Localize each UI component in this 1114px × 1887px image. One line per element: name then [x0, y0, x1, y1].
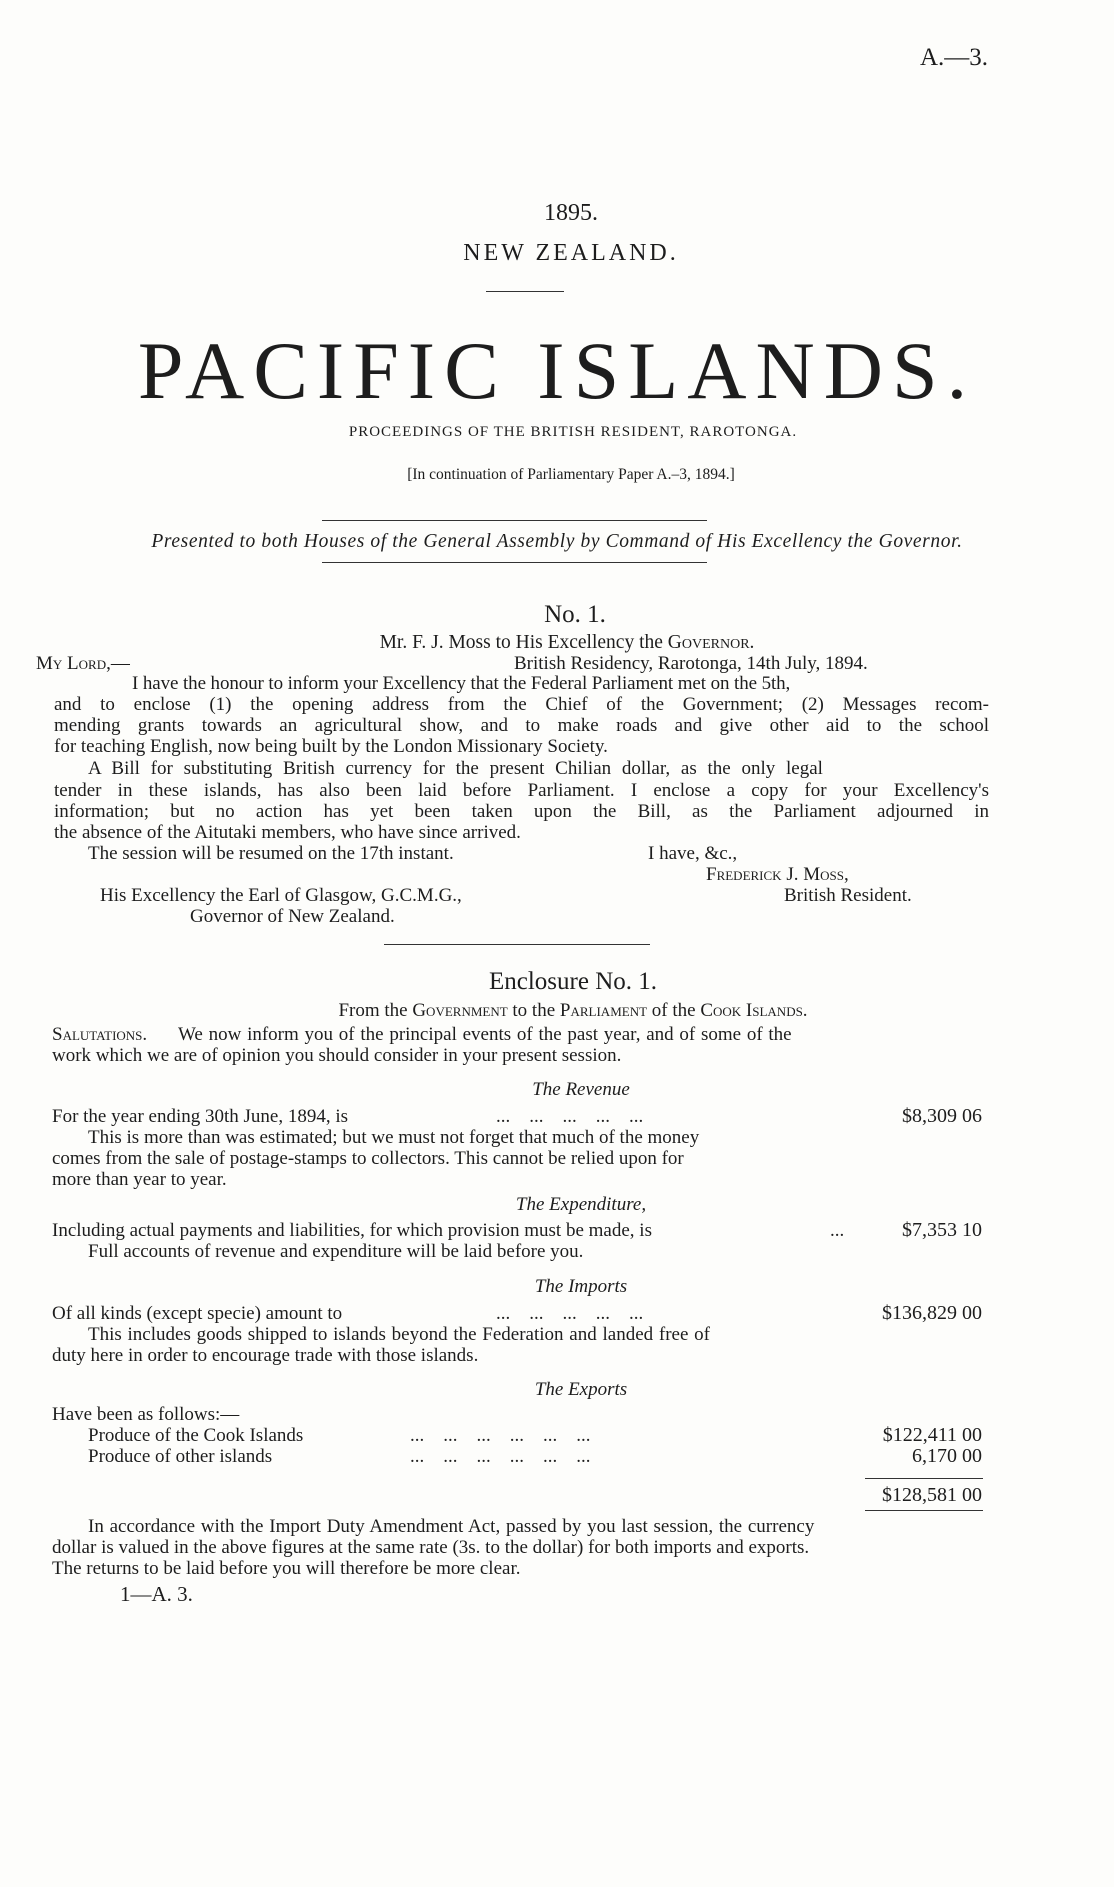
- document-year: 1895.: [544, 200, 598, 226]
- letter-paragraph-2-line-2: tender in these islands, has also been laid before Parliament. I enclose a copy for your Excellency's: [54, 780, 989, 801]
- revenue-note-3: more than year to year.: [52, 1169, 227, 1190]
- exports-heading: The Exports: [534, 1379, 628, 1400]
- letter-governor: Governor.: [667, 632, 755, 653]
- exports-intro: Have been as follows:—: [52, 1404, 240, 1425]
- enclosure-title: Enclosure No. 1.: [488, 968, 658, 995]
- letter-addressee-1: His Excellency the Earl of Glasgow, G.C.M.G.,: [100, 885, 462, 906]
- letter-paragraph-1-line-2: and to enclose (1) the opening address from the Chief of the Government; (2) Messages recom-: [54, 694, 989, 715]
- letter-paragraph-2-line-4: the absence of the Aitutaki members, who have since arrived.: [54, 822, 521, 843]
- enclosure-from-text-2: to the: [507, 1000, 560, 1021]
- exports-row-dots: ... ... ... ... ... ...: [410, 1425, 591, 1446]
- letter-closing: I have, &c.,: [648, 843, 738, 864]
- letter-paragraph-1-line-1: I have the honour to inform your Excellency that the Federal Parliament met on the 5th,: [132, 673, 791, 694]
- revenue-amount: $8,309 06: [902, 1105, 982, 1127]
- document-title: PACIFIC ISLANDS.: [137, 325, 977, 416]
- letter-paragraph-3: The session will be resumed on the 17th instant.: [88, 843, 454, 864]
- continuation-note: [In continuation of Parliamentary Paper A.–3, 1894.]: [407, 466, 735, 483]
- closing-line-2: dollar is valued in the above figures at the same rate (3s. to the dollar) for both imports and exports.: [52, 1537, 810, 1558]
- exports-row-amount: 6,170 00: [912, 1445, 982, 1467]
- presented-bottom-rule: [322, 562, 707, 563]
- exports-row-dots: ... ... ... ... ... ...: [410, 1446, 591, 1467]
- exports-row-label: Produce of the Cook Islands: [88, 1425, 304, 1446]
- footer-reference: 1—A. 3.: [120, 1582, 193, 1606]
- imports-amount: $136,829 00: [882, 1302, 982, 1324]
- document-subtitle: PROCEEDINGS OF THE BRITISH RESIDENT, RAROTONGA.: [348, 424, 798, 440]
- revenue-heading: The Revenue: [532, 1079, 630, 1100]
- enclosure-from: [0, 1000, 1114, 1022]
- enclosure-cook-islands: Cook Islands.: [700, 1000, 808, 1021]
- exports-sum-rule-bottom: [865, 1510, 983, 1511]
- exports-total: $128,581 00: [882, 1484, 982, 1506]
- letter-addressee-2: Governor of New Zealand.: [190, 906, 395, 927]
- closing-line-3: The returns to be laid before you will therefore be more clear.: [52, 1558, 521, 1579]
- revenue-line: For the year ending 30th June, 1894, is: [52, 1106, 349, 1127]
- presented-top-rule: [322, 520, 707, 521]
- presented-statement: Presented to both Houses of the General Assembly by Command of His Excellency the Governor.: [151, 531, 963, 552]
- salutations-line-1: We now inform you of the principal events of the past year, and of some of the: [178, 1024, 792, 1045]
- expenditure-dots: ...: [830, 1220, 845, 1241]
- expenditure-amount: $7,353 10: [902, 1219, 982, 1241]
- revenue-dots: ... ... ... ... ...: [496, 1106, 644, 1127]
- imports-dots: ... ... ... ... ...: [496, 1303, 644, 1324]
- letter-salutation: My Lord,—: [36, 653, 130, 674]
- letter-from-to-text: Mr. F. J. Moss to His Excellency the: [379, 632, 668, 653]
- enclosure-from-text-3: of the: [647, 1000, 701, 1021]
- closing-line-1: In accordance with the Import Duty Amendment Act, passed by you last session, the currency: [88, 1516, 815, 1537]
- letter-from-to: [0, 632, 1114, 654]
- imports-line: Of all kinds (except specie) amount to: [52, 1303, 343, 1324]
- letter-paragraph-2-line-3: information; but no action has yet been taken upon the Bill, as the Parliament adjourned in: [54, 801, 989, 822]
- salutations-label: Salutations.: [52, 1024, 148, 1045]
- exports-row-label: Produce of other islands: [88, 1446, 273, 1467]
- enclosure-from-text-1: From the: [338, 1000, 413, 1021]
- header-divider: [486, 291, 564, 292]
- imports-heading: The Imports: [534, 1276, 628, 1297]
- expenditure-note-1: Full accounts of revenue and expenditure will be laid before you.: [88, 1241, 584, 1262]
- expenditure-heading: The Expenditure,: [515, 1194, 647, 1215]
- page-reference: A.—3.: [920, 44, 989, 71]
- exports-row-amount: $122,411 00: [882, 1424, 982, 1446]
- document-country: NEW ZEALAND.: [463, 240, 679, 266]
- letter-signer-title: British Resident.: [784, 885, 912, 906]
- enclosure-divider: [384, 944, 650, 945]
- letter-paragraph-2-line-1: A Bill for substituting British currency for the present Chilian dollar, as the only legal: [88, 758, 823, 779]
- imports-note-2: duty here in order to encourage trade with those islands.: [52, 1345, 479, 1366]
- letter-paragraph-1-line-4: for teaching English, now being built by the London Missionary Society.: [54, 736, 608, 757]
- expenditure-line: Including actual payments and liabilities, for which provision must be made, is: [52, 1220, 652, 1241]
- exports-sum-rule-top: [865, 1478, 983, 1479]
- letter-number: No. 1.: [544, 601, 606, 628]
- letter-place-date: British Residency, Rarotonga, 14th July, 1894.: [514, 653, 868, 674]
- letter-signer: Frederick J. Moss,: [706, 864, 849, 885]
- enclosure-government: Government: [412, 1000, 508, 1021]
- revenue-note-1: This is more than was estimated; but we must not forget that much of the money: [88, 1127, 700, 1148]
- revenue-note-2: comes from the sale of postage-stamps to collectors. This cannot be relied upon for: [52, 1148, 684, 1169]
- imports-note-1: This includes goods shipped to islands beyond the Federation and landed free of: [88, 1324, 710, 1345]
- salutations-line-2: work which we are of opinion you should consider in your present session.: [52, 1045, 622, 1066]
- letter-paragraph-1-line-3: mending grants towards an agricultural show, and to make roads and give other aid to the school: [54, 715, 989, 736]
- enclosure-parliament: Parliament: [559, 1000, 648, 1021]
